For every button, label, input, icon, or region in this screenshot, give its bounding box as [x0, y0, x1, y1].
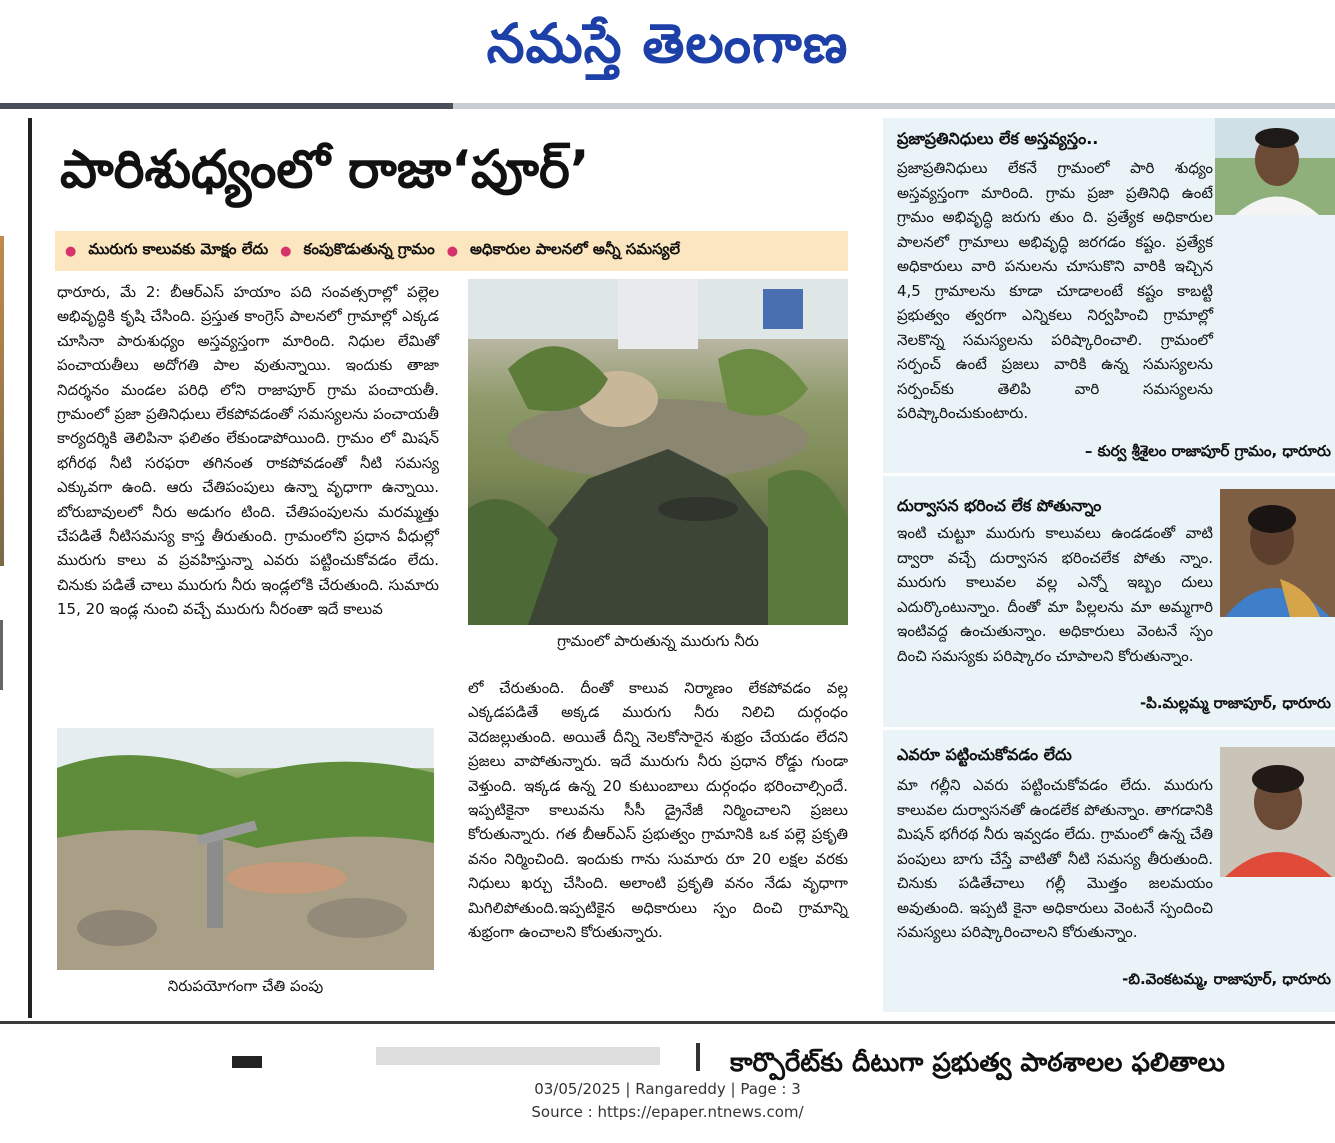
body-text: లో చేరుతుంది. దీంతో కాలువ నిర్మాణం లేకపోవడం వల్ల ఎక్కడపడితే అక్కడ మురుగు నీరు నిలిచి దుర్గంధం వెదజల్లుతుంది. అయితే దీన్ని నెలకోసారైన శుభ్రం చేయడం లేదని ప్రజలు వాపోతున్నారు. ఇదే మురుగు నీరు ప్రధాన రోడ్డు గుండా వెళ్తుంది. ఇక్కడ ఉన్న 20 కుటుంబాలు దుర్గంధం భరించాల్సిందే. ఇప్పటికైనా కాలువను సీసీ డ్రైనేజీ నిర్మించాలని ప్రజలు కోరుతున్నారు. గత బీఆర్ఎస్ ప్రభుత్వం గ్రామానికి ఒక పల్లె ప్రకృతి వనం నిర్మించింది. ఇందుకు గాను సుమారు రూ 20 లక్షల వరకు నిధులు ఖర్చు చేసింది. అలాంటి ప్రకృతి వనం నేడు వృధాగా మిగిలిపోతుంది.ఇప్పటికైన అధికారులు స్పం దించి గ్రామాన్ని శుభ్రంగా ఉంచాలని కోరుతున్నారు. [468, 679, 848, 942]
sidebar-title: ఎవరూ పట్టించుకోవడం లేదు [897, 745, 1072, 764]
sidebar-divider [883, 473, 1335, 476]
newspaper-title: నమస్తే తెలంగాణ [486, 11, 849, 75]
sidebar-text: మా గల్లీని ఎవరు పట్టించుకోవడం లేదు. మురుగు కాలువల దుర్వాసనతో ఉండలేక పోతున్నాం. తాగడానికి మిషన్ భగీరథ నీరు ఇవ్వడం లేదు. గ్రామంలో ఉన్న చేతి పంపులు బాగు చేస్తే వాటితో నీటి సమస్య తీరుతుంది. చినుకు పడితేచాలు గల్లీ మొత్తం జలమయం అవుతుంది. ఇప్పటి కైనా అధికారులు వెంటనే స్పందించి సమస్యలు పరిష్కారించాలని కోరుతున్నాం. [897, 776, 1213, 941]
adjacent-page-edge [0, 236, 4, 566]
footer-source-line: Source : https://epaper.ntnews.com/ [531, 1103, 804, 1121]
bullet-icon: ● [446, 243, 459, 259]
sidebar-divider [883, 727, 1335, 730]
next-article-headline: కార్పొరేట్‌కు దీటుగా ప్రభుత్వ పాఠశాలల ఫలితాలు [730, 1048, 1225, 1078]
sidebar-text-block [897, 521, 1213, 691]
article-body-column-2 [468, 676, 848, 1006]
portrait-art [1220, 747, 1335, 877]
article-border [28, 118, 32, 1018]
article-body-column-1 [57, 280, 439, 720]
sidebar-text: ప్రజాప్రతినిధులు లేకనే గ్రామంలో పారి శుధ్యం అస్తవ్యస్తంగా మారింది. గ్రామ ప్రజా ప్రతినిధి ఉంటే గ్రామం అభివృద్ధి జరుగు తుం ది. ప్రత్యేక అధికారుల పాలనలో గ్రామాలు అభివృద్ధి జరగడం కష్టం. ప్రత్యేక అధికారులు వారి పనులను చూసుకొని వారికి ఇచ్చిన 4,5 గ్రామాలను కూడా చూడాలంటే కష్టం కాబట్టి ప్రభుత్వం త్వరగా ఎన్నికలు నిర్వహించి గ్రామాల్లో నెలకొన్న సమస్యలను పరిష్కారించాలి. గ్రామంలో సర్పంచ్ ఉంటే ప్రజలు వారికి ఉన్న సమస్యలను సర్పంచ్‌కు తెలిపి వారి సమస్యలను పరిష్కారించుకుంటారు. [897, 159, 1213, 422]
sidebar-signature: -బి.వెంకటమ్మ, రాజాపూర్, ధారూరు [1122, 970, 1331, 988]
masthead [0, 0, 1335, 100]
sidebar-title: ప్రజాప్రతినిధులు లేక అస్తవ్యస్తం.. [897, 129, 1099, 148]
sewage-photo [468, 279, 848, 625]
subhead-item: కంపుకొడుతున్న గ్రామం [303, 240, 435, 258]
footer-date-line: 03/05/2025 | Rangareddy | Page : 3 [534, 1080, 801, 1098]
photo-caption: నిరుపయోగంగా చేతి పంపు [167, 977, 324, 995]
sidebar-text-continued [897, 226, 1333, 418]
portrait-art [1215, 118, 1335, 215]
masthead-rule [0, 103, 453, 109]
page-divider [0, 1021, 1335, 1024]
subhead-strip [55, 231, 848, 271]
sidebar-title: దుర్వాసన భరించ లేక పోతున్నాం [897, 496, 1102, 515]
sidebar-text: ఇంటి చుట్టూ మురుగు కాలువలు ఉండడంతో వాటి ద్వారా వచ్చే దుర్వాసన భరించలేక పోతు న్నాం. మురుగు కాలువల వల్ల ఎన్నో ఇబ్బం దులు ఎదుర్కొంటున్నాం. దీంతో మా పిల్లలను మా అమ్మగారి ఇంటివద్ద ఉంచుతున్నాం. అధికారులు వెంటనే స్పం దించి సమస్యకు పరిష్కారం చూపాలని కోరుతున్నాం. [897, 524, 1213, 665]
adjacent-page-edge-mark [0, 620, 3, 690]
sidebar-signature: – కుర్వ శ్రీశైలం రాజాపూర్ గ్రామం, ధారూరు [1084, 442, 1331, 460]
article-headline: పారిశుధ్యంలో రాజా‘పూర్’ [60, 140, 590, 200]
sewage-photo-art [468, 279, 848, 625]
next-article-mark [232, 1056, 262, 1068]
masthead-rule-light [453, 103, 1335, 109]
sidebar-text-intro [897, 156, 1213, 422]
next-article-kicker-bg [376, 1047, 660, 1065]
portrait-photo [1220, 747, 1335, 877]
sidebar-signature: -పి.మల్లమ్మ రాజాపూర్, ధారూరు [1139, 694, 1331, 712]
portrait-photo [1220, 489, 1335, 617]
subhead-item: మురుగు కాలువకు మోక్షం లేదు [88, 240, 269, 258]
portrait-photo [1215, 118, 1335, 215]
column-rule [696, 1043, 700, 1071]
bullet-icon: ● [280, 243, 292, 259]
sidebar-text-block [897, 773, 1213, 943]
subhead-item: అధికారుల పాలనలో అన్నీ సమస్యలే [470, 240, 681, 258]
bullet-icon: ● [65, 243, 77, 259]
body-text: ధారూరు, మే 2: బీఆర్ఎస్ హయాం పది సంవత్సరాల్లో పల్లెల అభివృద్ధికి కృషి చేసింది. ప్రస్తుత కాంగ్రెస్ పాలనలో గ్రామాల్లో ఎక్కడ చూసినా పారుశుధ్యం అస్తవ్యస్తంగా మారింది. నిధుల లేమితో పంచాయతీలు అదోగతి పాల వుతున్నాయి. ఇందుకు తాజా నిదర్శనం మండల పరిధి లోని రాజాపూర్ గ్రామ పంచాయతీ. గ్రామంలో ప్రజా ప్రతినిధులు లేకపోవడంతో సమస్యలను పంచాయతీ కార్యదర్శికి తెలిపినా ఫలితం లేకుండాపోయింది. గ్రామం లో మిషన్ భగీరథ నీటి సరఫరా తగినంత రాకపోవడంతో నీటి సమస్య ఎక్కువగా ఉంది. ఆరు చేతిపంపులు ఉన్నా వృధాగా ఉన్నాయి. బోరుబావులలో నీరు అడుగం టింది. చేతిపంపులను మరమ్మత్తు చేపడితే నీటిసమస్య కాస్త తీరుతుంది. గ్రామంలోని ప్రధాన వీధుల్లో మురుగు కాలు వ ప్రవహిస్తున్నా ఎవరు పట్టించుకోవడం లేదు. చినుకు పడితే చాలు మురుగు నీరు ఇండ్లలోకి చేరుతుంది. సుమారు 15, 20 ఇండ్ల నుంచి వచ్చే మురుగు నీరంతా ఇదే కాలువ [57, 283, 440, 619]
hand-pump-photo [57, 728, 434, 970]
portrait-art [1220, 489, 1335, 617]
photo-caption: గ్రామంలో పారుతున్న మురుగు నీరు [557, 632, 759, 650]
hand-pump-photo-art [57, 728, 434, 970]
